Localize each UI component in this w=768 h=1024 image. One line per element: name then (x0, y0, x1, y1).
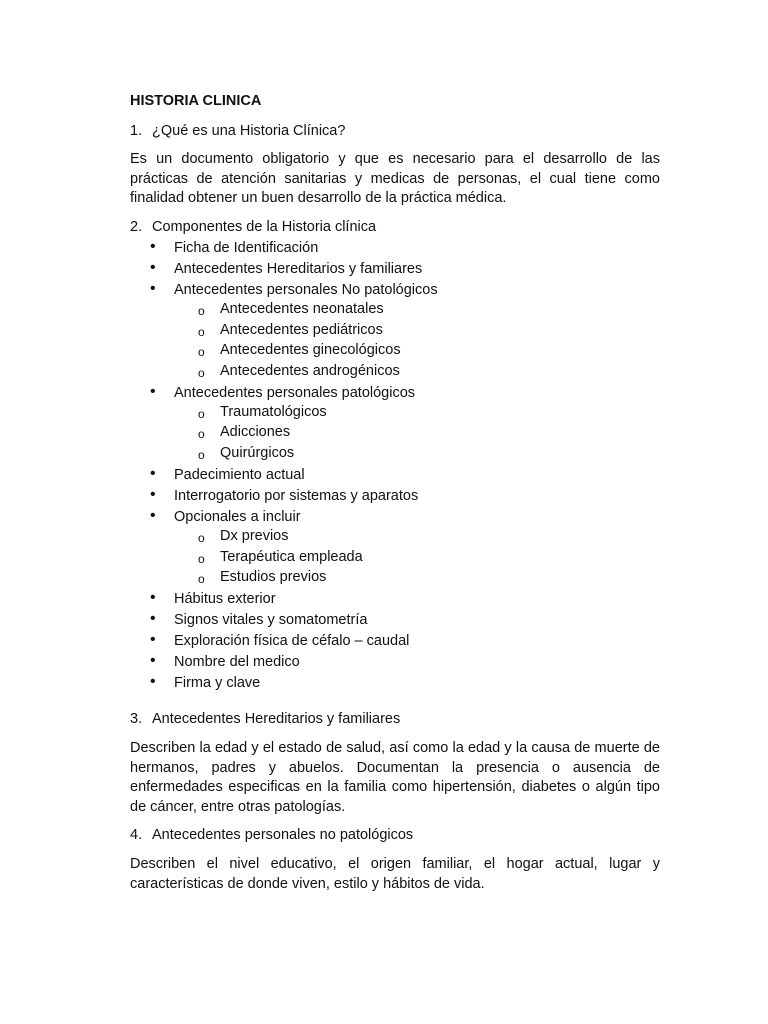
bullet-icon: • (150, 631, 156, 649)
sub-bullet-icon: o (198, 345, 205, 360)
component-item: Firma y clave (174, 675, 261, 692)
component-item: Opcionales a incluir (174, 509, 301, 525)
bullet-icon: • (150, 486, 156, 503)
sub-component-item: Quirúrgicos (220, 445, 295, 461)
bullet-icon: • (150, 589, 156, 607)
sub-component-item: Estudios previos (220, 569, 327, 586)
sub-bullet-icon: o (198, 572, 205, 587)
paragraph-definition: Es un documento obligatorio y que es necesario para el desarrollo de las prácticas de atención sanitarias y medicas de personas, el cual tiene como finalidad obtener un buen desarrollo de la práctica médica. (130, 151, 660, 206)
bullet-icon: • (150, 610, 156, 628)
bullet-icon: • (150, 280, 156, 297)
section-4-heading: Antecedentes personales no patológicos (152, 827, 414, 843)
sub-bullet-icon: o (198, 365, 205, 380)
component-item: Antecedentes personales No patológicos (174, 282, 438, 298)
sub-bullet-icon: o (198, 448, 205, 462)
component-item: Ficha de Identificación (174, 240, 319, 256)
paragraph-hereditary: Describen la edad y el estado de salud, así como la edad y la causa de muerte de hermanos, padres y abuelos. Documentan la presencia o ausencia de enfermedades especificas en la familia como hipertensión, diabetes o algún tipo de cáncer, entre otras patologías. (130, 740, 660, 815)
component-item: Nombre del medico (174, 654, 300, 671)
section-3-heading: Antecedentes Hereditarios y familiares (152, 711, 401, 727)
bullet-icon: • (150, 652, 156, 670)
component-item: Padecimiento actual (174, 467, 305, 483)
sub-bullet-icon: o (198, 406, 205, 421)
section-1-number: 1. (130, 123, 143, 139)
bullet-icon: • (150, 465, 156, 482)
section-2-heading: Componentes de la Historia clínica (152, 219, 377, 235)
sub-bullet-icon: o (198, 304, 205, 318)
sub-component-item: Traumatológicos (220, 403, 327, 420)
paragraph-non-pathological: Describen el nivel educativo, el origen familiar, el hogar actual, lugar y características de donde viven, estilo y hábitos de vida. (130, 856, 660, 892)
sub-component-item: Antecedentes neonatales (220, 301, 384, 317)
component-item: Hábitus exterior (174, 591, 276, 608)
section-1-heading: ¿Qué es una Historia Clínica? (152, 123, 346, 139)
bullet-icon: • (150, 238, 156, 255)
sub-bullet-icon: o (198, 427, 205, 442)
section-2-number: 2. (130, 219, 143, 235)
bullet-icon: • (150, 259, 156, 276)
component-item: Signos vitales y somatometría (174, 612, 368, 629)
bullet-icon: • (150, 673, 156, 691)
component-item: Antecedentes personales patológicos (174, 384, 416, 401)
sub-bullet-icon: o (198, 531, 205, 545)
sub-component-item: Antecedentes pediátricos (220, 321, 383, 338)
component-item: Interrogatorio por sistemas y aparatos (174, 488, 419, 504)
sub-component-item: Antecedentes ginecológicos (220, 342, 401, 359)
sub-bullet-icon: o (198, 551, 205, 566)
section-4-number: 4. (130, 827, 143, 843)
component-item: Exploración física de céfalo – caudal (174, 633, 410, 650)
sub-component-item: Dx previos (220, 528, 289, 544)
sub-component-item: Terapéutica empleada (220, 548, 363, 565)
bullet-icon: • (150, 382, 156, 400)
section-3-number: 3. (130, 711, 143, 727)
bullet-icon: • (150, 507, 156, 524)
component-item: Antecedentes Hereditarios y familiares (174, 261, 423, 277)
sub-component-item: Antecedentes androgénicos (220, 362, 400, 379)
sub-bullet-icon: o (198, 324, 205, 339)
document-title: HISTORIA CLINICA (130, 93, 262, 109)
sub-component-item: Adicciones (220, 424, 291, 441)
